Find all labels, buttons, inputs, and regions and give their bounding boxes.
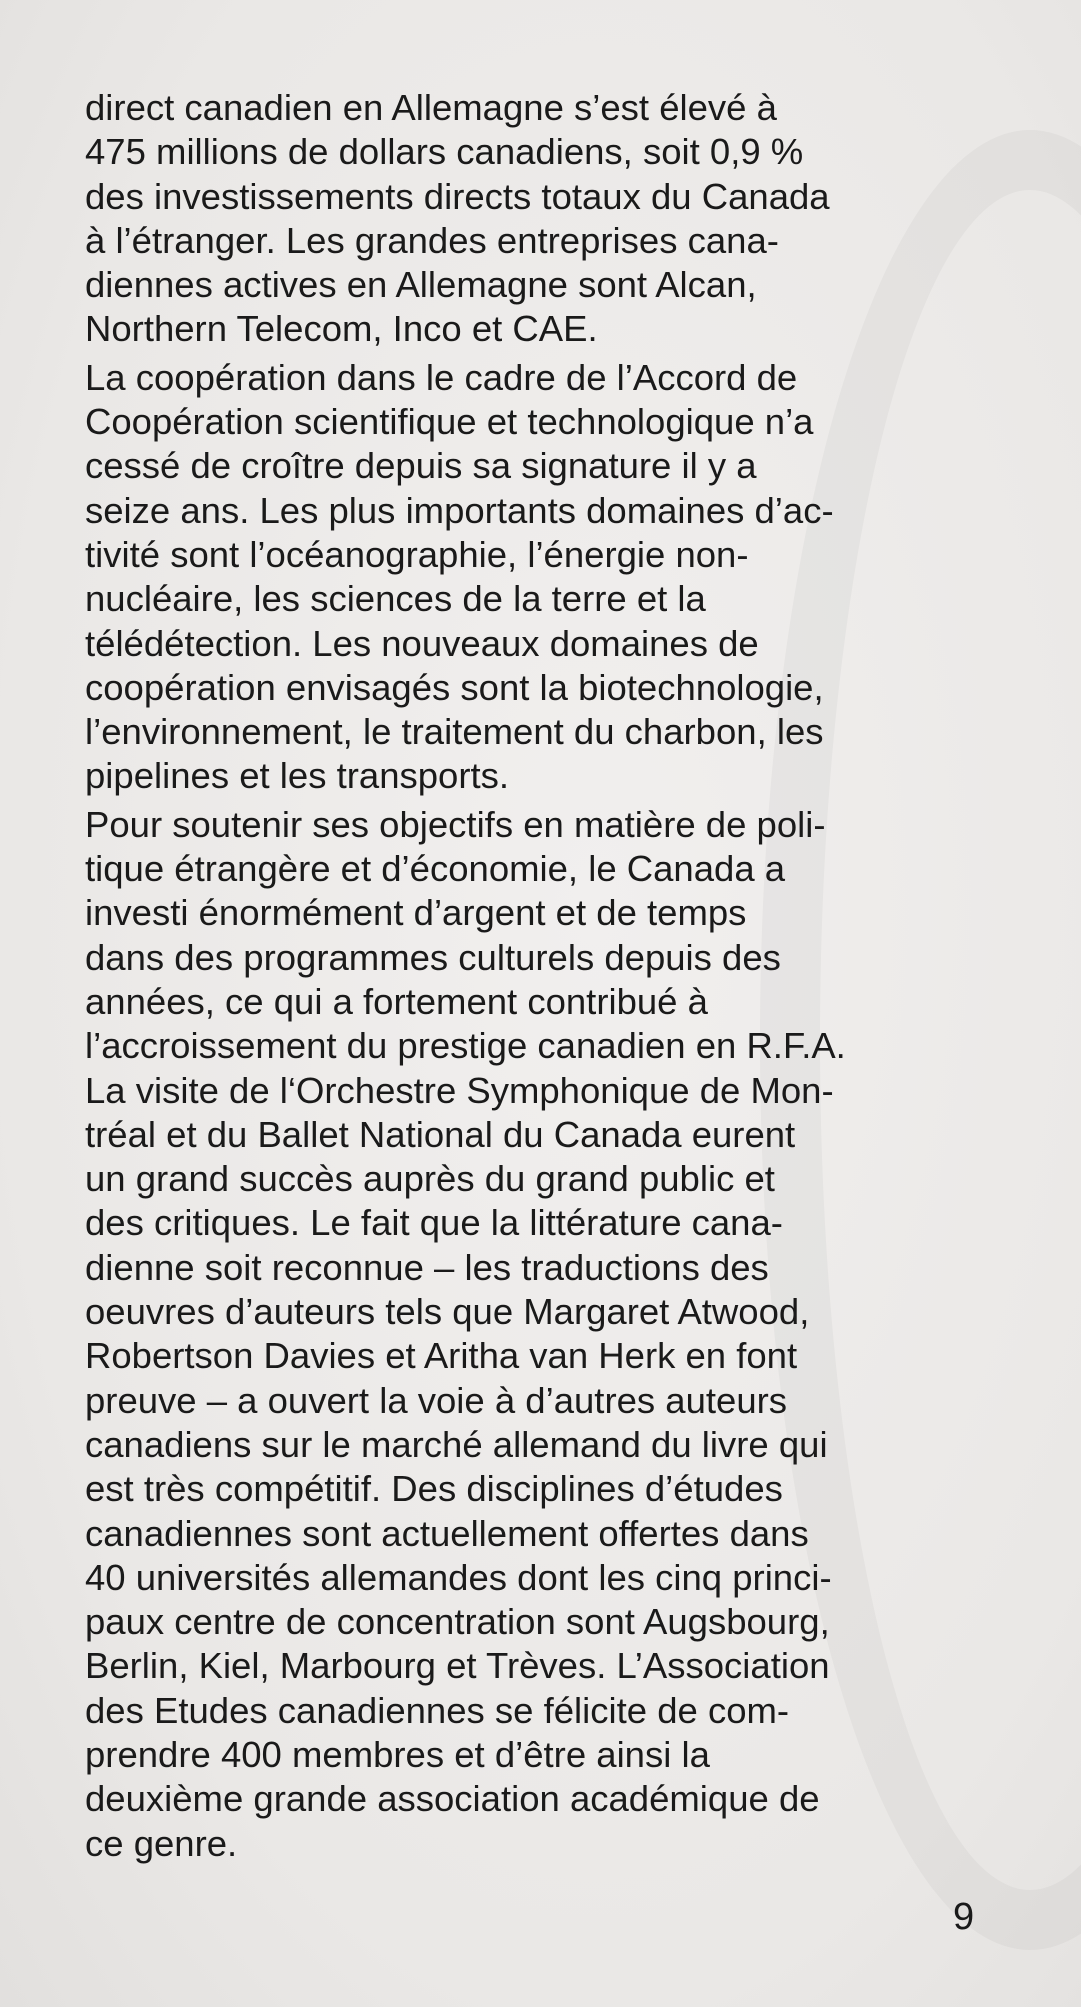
text-line: preuve – a ouvert la voie à d’autres auteurs [85, 1379, 788, 1421]
text-line: nucléaire, les sciences de la terre et la [85, 578, 706, 620]
text-line: des Etudes canadiennes se félicite de com- [85, 1689, 790, 1731]
text-line: un grand succès auprès du grand public et [85, 1158, 775, 1200]
text-line: prendre 400 membres et d’être ainsi la [85, 1733, 710, 1775]
text-line: des investissements directs totaux du Canada [85, 175, 830, 217]
text-line: Pour soutenir ses objectifs en matière de poli- [85, 803, 826, 845]
text-line: tivité sont l’océanographie, l’énergie non- [85, 533, 749, 575]
text-line: télédétection. Les nouveaux domaines de [85, 622, 759, 664]
text-line: tique étrangère et d’économie, le Canada a [85, 848, 786, 890]
paragraph-cooperation [85, 356, 990, 799]
page-number: 9 [953, 1896, 975, 1938]
text-line: cessé de croître depuis sa signature il y a [85, 445, 757, 487]
paragraph-culture [85, 803, 990, 1866]
text-line: deuxième grande association académique de [85, 1778, 820, 1820]
text-line: direct canadien en Allemagne s’est élevé à [85, 87, 777, 128]
text-line: investi énormément d’argent et de temps [85, 892, 747, 934]
text-line: Northern Telecom, Inco et CAE. [85, 308, 598, 350]
paragraph-investment [85, 86, 990, 352]
text-line: seize ans. Les plus importants domaines d’ac- [85, 489, 834, 531]
text-line: l’environnement, le traitement du charbon, les [85, 711, 824, 753]
text-line: l’accroissement du prestige canadien en R.F.A. [85, 1025, 846, 1067]
text-line: Berlin, Kiel, Marbourg et Trèves. L’Association [85, 1645, 830, 1687]
text-line: Coopération scientifique et technologique n’a [85, 401, 814, 443]
text-line: La coopération dans le cadre de l’Accord de [85, 356, 798, 398]
text-line: canadiens sur le marché allemand du livre qui [85, 1423, 828, 1465]
text-line: coopération envisagés sont la biotechnologie, [85, 666, 824, 708]
text-line: ce genre. [85, 1822, 238, 1864]
text-line: oeuvres d’auteurs tels que Margaret Atwood, [85, 1291, 810, 1333]
text-line: tréal et du Ballet National du Canada eurent [85, 1113, 796, 1155]
text-line: pipelines et les transports. [85, 755, 510, 797]
text-line: canadiennes sont actuellement offertes dans [85, 1512, 809, 1554]
text-line: Robertson Davies et Aritha van Herk en font [85, 1335, 798, 1377]
text-line: à l’étranger. Les grandes entreprises cana- [85, 219, 779, 261]
body-text [85, 86, 990, 1866]
text-line: des critiques. Le fait que la littérature cana- [85, 1202, 783, 1244]
text-line: La visite de l‘Orchestre Symphonique de Mon- [85, 1069, 834, 1111]
text-line: dans des programmes culturels depuis des [85, 936, 781, 978]
text-line: paux centre de concentration sont Augsbourg, [85, 1601, 830, 1643]
text-line: est très compétitif. Des disciplines d’études [85, 1468, 783, 1510]
text-line: diennes actives en Allemagne sont Alcan, [85, 264, 757, 306]
text-line: 40 universités allemandes dont les cinq princi- [85, 1556, 832, 1598]
text-line: dienne soit reconnue – les traductions des [85, 1246, 769, 1288]
text-line: années, ce qui a fortement contribué à [85, 980, 708, 1022]
text-line: 475 millions de dollars canadiens, soit 0,9 % [85, 131, 804, 173]
